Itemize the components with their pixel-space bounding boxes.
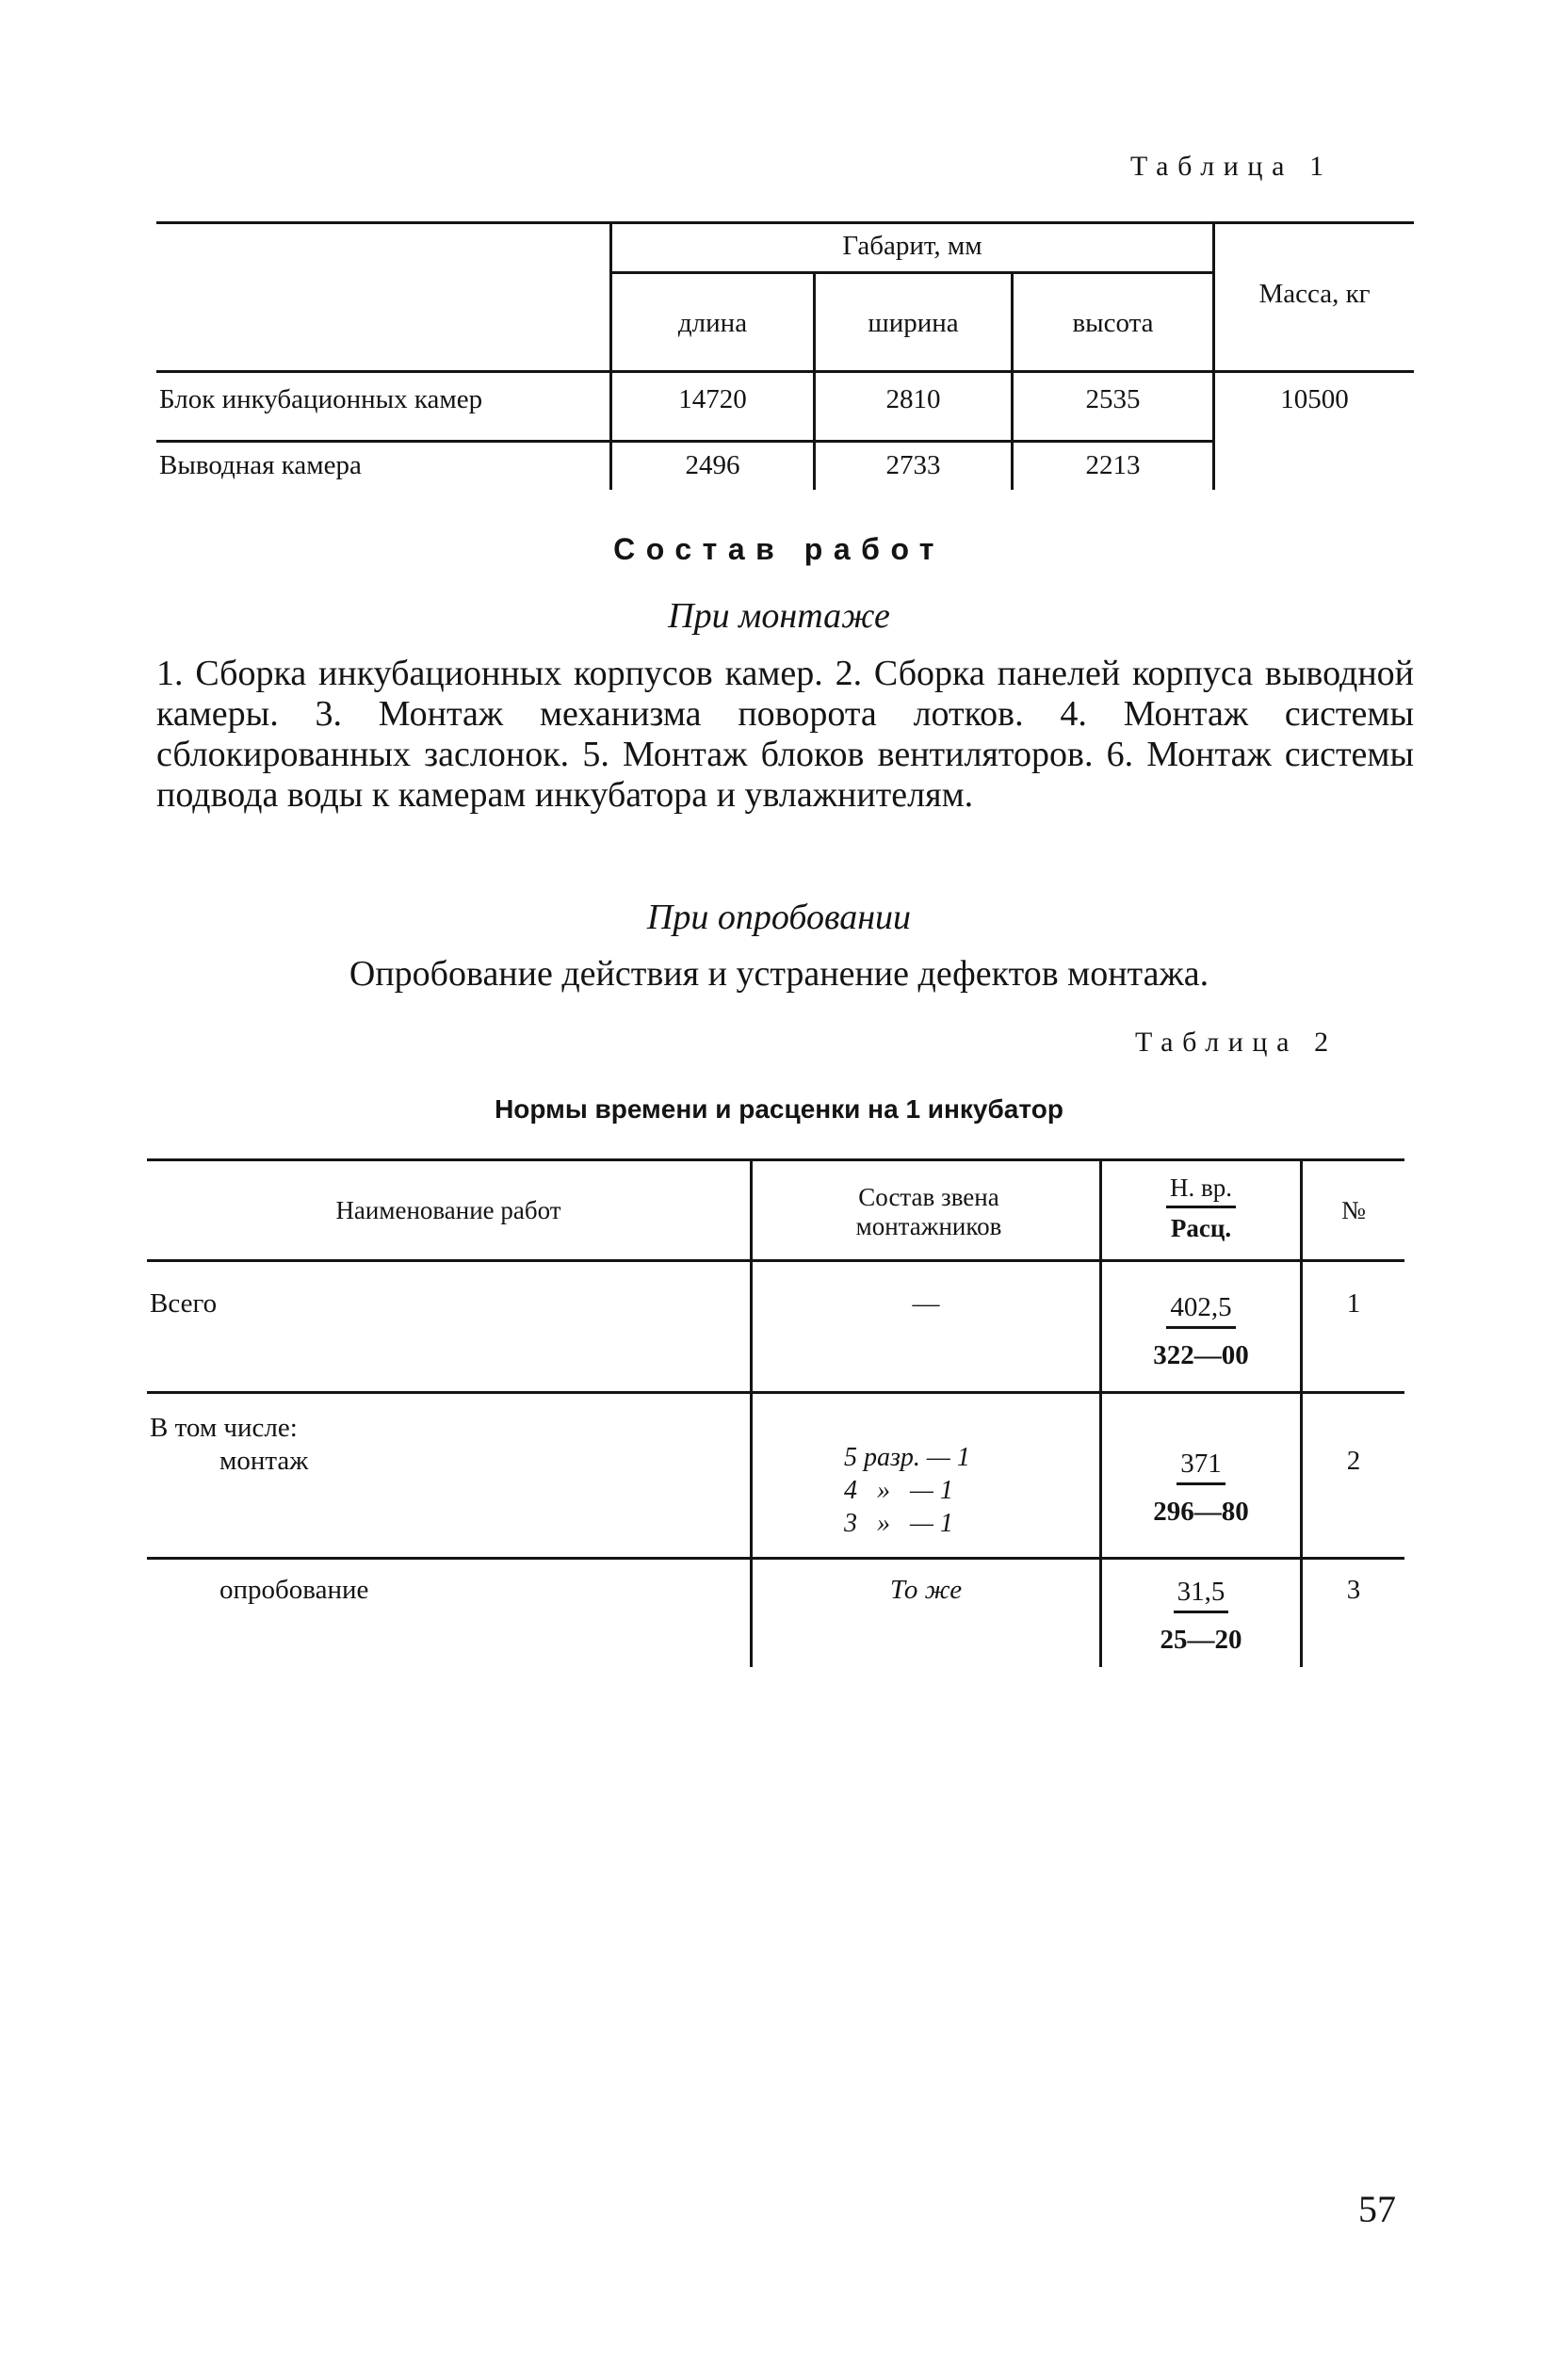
table2: [147, 1158, 1404, 1667]
table2-row-crew: —: [912, 1288, 940, 1319]
table1-row-name: Выводная камера: [159, 450, 362, 480]
page-number: 57: [1358, 2188, 1396, 2230]
table2-header-no: №: [1341, 1196, 1366, 1224]
table1-cell: 2496: [685, 450, 740, 480]
mounting-subtitle: При монтаже: [668, 596, 890, 636]
table2-row-prefix: В том числе:: [150, 1413, 298, 1443]
table1-cell: 2213: [1085, 450, 1141, 480]
table2-header-rule: [147, 1259, 1404, 1262]
testing-text: Опробование действия и устранение дефектов монтажа.: [349, 954, 1209, 994]
table2-row-crew: 5 разр. — 1 4 » — 1 3 » — 1: [844, 1443, 970, 1538]
table2-row-norm: [1102, 1577, 1300, 1656]
table2-row-no: 2: [1346, 1446, 1361, 1476]
table1-col-height: высота: [1072, 308, 1154, 338]
table1-col-length: длина: [677, 308, 748, 338]
table2-row-no: 1: [1346, 1288, 1361, 1319]
table1-divider: [1212, 221, 1215, 490]
table1-row-name: Блок инкубационных камер: [159, 384, 483, 414]
table2-row-no: 3: [1346, 1575, 1361, 1605]
table1-mass-value: 10500: [1280, 384, 1349, 414]
table2-row-norm-value: 371: [1177, 1449, 1225, 1485]
table1-cell: 2535: [1085, 384, 1141, 414]
table2-row-price: 25—20: [1160, 1625, 1242, 1655]
testing-subtitle: При опробовании: [646, 898, 912, 937]
table1-mass-header: Масса, кг: [1258, 279, 1371, 309]
table2-row-rule: [147, 1391, 1404, 1394]
table1-col-width: ширина: [868, 308, 959, 338]
table2-row-crew: То же: [889, 1575, 963, 1605]
table2-header-norm-num: Н. вр.: [1166, 1174, 1236, 1208]
table1-cell: 2810: [885, 384, 941, 414]
table1-cell: 14720: [678, 384, 747, 414]
table2-label: Таблица 2: [1135, 1027, 1338, 1058]
table2-row-name: опробование: [219, 1575, 369, 1605]
table2-row-norm: [1102, 1292, 1300, 1371]
mounting-text: 1. Сборка инкубационных корпусов камер. 2. Сборка панелей корпуса выводной камеры. 3. Монтаж механизма поворота лотков. 4. Монтаж системы сблокированных заслонок. 5. Монтаж блоков вентиляторов. 6. Монтаж системы подвода воды к камерам инкубатора и увлажнителям.: [156, 654, 1414, 815]
table2-row-rule: [147, 1557, 1404, 1560]
table2-row-name: Всего: [150, 1288, 218, 1319]
table2-row-norm-value: 31,5: [1174, 1577, 1229, 1613]
table1-top-rule: [156, 221, 1414, 224]
table1-row-rule: [156, 440, 1212, 443]
table2-row-price: 296—80: [1153, 1497, 1249, 1527]
table1-cell: 2733: [885, 450, 941, 480]
table1: [156, 221, 1414, 490]
table1-header-rule: [156, 370, 1414, 373]
table1-subheader-rule: [609, 271, 1212, 274]
table1-header-group: Габарит, мм: [842, 231, 982, 261]
table2-header-norm: [1102, 1174, 1300, 1243]
table1-label: Таблица 1: [1130, 151, 1333, 182]
section-title: Состав работ: [613, 532, 945, 566]
table2-header-work: Наименование работ: [335, 1196, 561, 1224]
table2-row-norm: [1102, 1449, 1300, 1528]
table2-row-name: монтаж: [219, 1446, 309, 1476]
table2-row-price: 322—00: [1153, 1340, 1249, 1370]
table2-row-norm-value: 402,5: [1166, 1292, 1235, 1329]
table2-top-rule: [147, 1158, 1404, 1161]
table2-header-norm-den: Расц.: [1170, 1214, 1232, 1242]
table2-title: Нормы времени и расценки на 1 инкубатор: [495, 1094, 1063, 1124]
table2-header-crew: Состав звена монтажников: [855, 1183, 1002, 1240]
